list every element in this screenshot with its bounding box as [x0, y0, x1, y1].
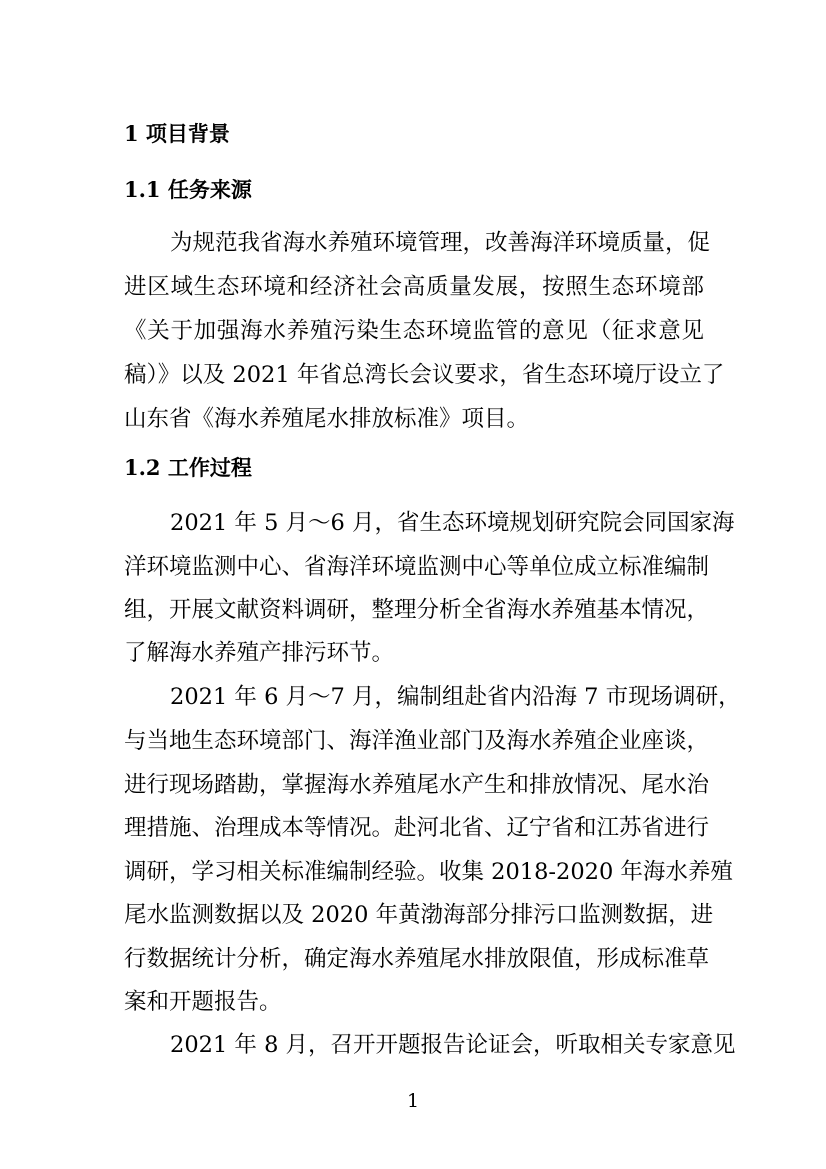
- paragraph-line: 组，开展文献资料调研，整理分析全省海水养殖基本情况，: [124, 597, 710, 623]
- paragraph-line: 洋环境监测中心、省海洋环境监测中心等单位成立标准编制: [124, 554, 710, 580]
- paragraph-line: 2021 年 8 月，召开开题报告论证会，听取相关专家意见: [170, 1032, 736, 1058]
- page-number: 1: [406, 1090, 420, 1112]
- paragraph-line: 尾水监测数据以及 2020 年黄渤海部分排污口监测数据，进: [124, 902, 714, 928]
- paragraph-line: 进区域生态环境和经济社会高质量发展，按照生态环境部: [124, 274, 704, 300]
- paragraph-line: 2021 年 5 月～6 月，省生态环境规划研究院会同国家海: [170, 510, 735, 536]
- heading-work-process: 1.2 工作过程: [124, 455, 252, 480]
- heading-task-source: 1.1 任务来源: [124, 177, 252, 202]
- paragraph-line: 理措施、治理成本等情况。赴河北省、辽宁省和江苏省进行: [124, 815, 710, 841]
- paragraph-line: 2021 年 6 月～7 月，编制组赴省内沿海 7 市现场调研，: [170, 684, 741, 710]
- paragraph-line: 案和开题报告。: [124, 989, 282, 1015]
- paragraph-line: 为规范我省海水养殖环境管理，改善海洋环境质量，促: [170, 230, 711, 256]
- paragraph-line: 调研，学习相关标准编制经验。收集 2018-2020 年海水养殖: [124, 859, 733, 885]
- paragraph-line: 行数据统计分析，确定海水养殖尾水排放限值，形成标准草: [124, 946, 710, 972]
- paragraph-line: 进行现场踏勘，掌握海水养殖尾水产生和排放情况、尾水治: [124, 772, 710, 798]
- heading-project-background: 1 项目背景: [124, 121, 230, 146]
- paragraph-line: 与当地生态环境部门、海洋渔业部门及海水养殖企业座谈，: [124, 728, 710, 754]
- paragraph-line: 稿）》以及 2021 年省总湾长会议要求，省生态环境厅设立了: [124, 362, 725, 388]
- paragraph-line: 了解海水养殖产排污环节。: [124, 640, 395, 666]
- paragraph-line: 《关于加强海水养殖污染生态环境监管的意见（征求意见: [124, 318, 704, 344]
- paragraph-line: 山东省《海水养殖尾水排放标准》项目。: [124, 406, 530, 432]
